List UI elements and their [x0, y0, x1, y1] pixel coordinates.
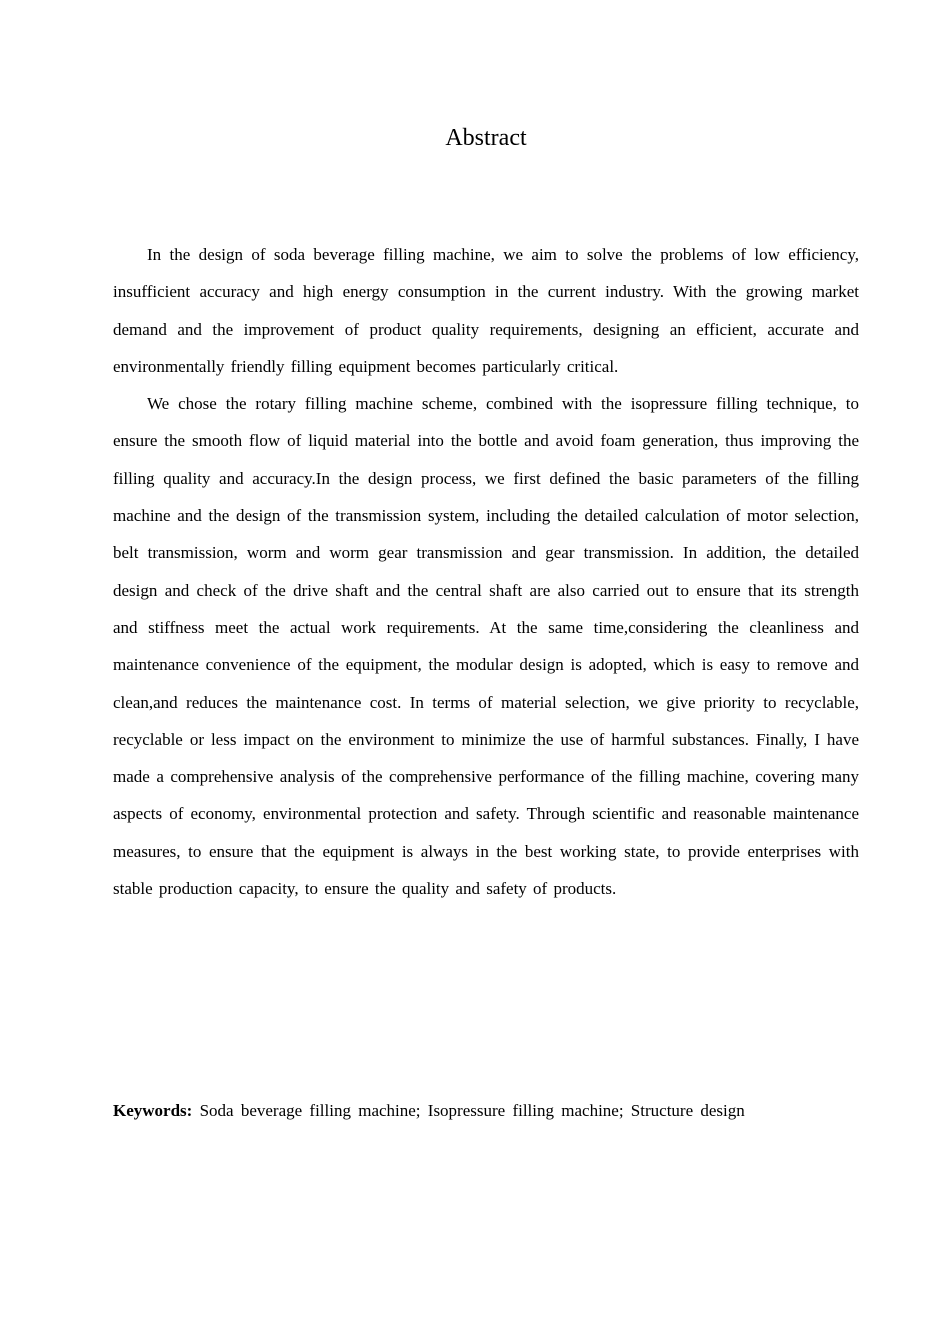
keywords-text: Soda beverage filling machine; Isopressure filling machine; Structure design: [199, 1101, 745, 1120]
keywords-label: Keywords:: [113, 1101, 193, 1120]
abstract-body: [113, 236, 859, 907]
abstract-paragraph-1: In the design of soda beverage filling machine, we aim to solve the problems of low efficiency, insufficient accuracy and high energy consumption in the current industry. With the growing market demand and the improvement of product quality requirements, designing an efficient, accurate and environmentally friendly filling equipment becomes particularly critical.: [113, 245, 859, 376]
abstract-paragraph-2: We chose the rotary filling machine scheme, combined with the isopressure filling technique, to ensure the smooth flow of liquid material into the bottle and avoid foam generation, thus improving the filling quality and accuracy.In the design process, we first defined the basic parameters of the filling machine and the design of the transmission system, including the detailed calculation of motor selection, belt transmission, worm and worm gear transmission and gear transmission. In addition, the detailed design and check of the drive shaft and the central shaft are also carried out to ensure that its strength and stiffness meet the actual work requirements. At the same time,considering the cleanliness and maintenance convenience of the equipment, the modular design is adopted, which is easy to remove and clean,and reduces the maintenance cost. In terms of material selection, we give priority to recyclable, recyclable or less impact on the environment to minimize the use of harmful substances. Finally, I have made a comprehensive analysis of the comprehensive performance of the filling machine, covering many aspects of economy, environmental protection and safety. Through scientific and reasonable maintenance measures, to ensure that the equipment is always in the best working state, to provide enterprises with stable production capacity, to ensure the quality and safety of products.: [113, 394, 859, 899]
page-title: Abstract: [445, 125, 527, 151]
keywords-line: [113, 1092, 873, 1129]
